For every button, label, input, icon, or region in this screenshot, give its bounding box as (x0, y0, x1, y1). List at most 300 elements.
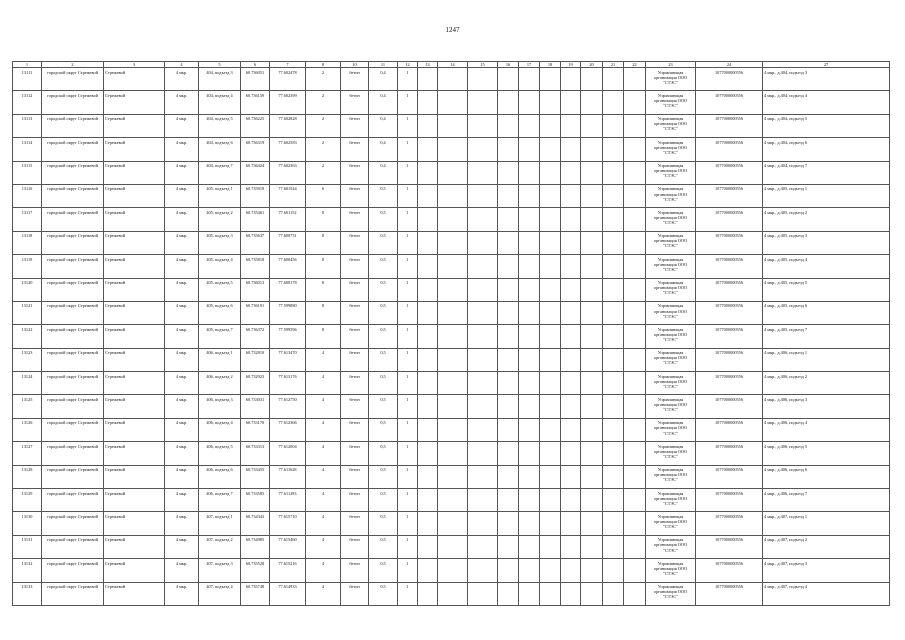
table-cell: бетон (341, 418, 369, 441)
table-cell (438, 278, 468, 301)
table-cell: 4 мкр., д.406, подъезд 5 (763, 442, 890, 465)
column-header: 6 (241, 62, 270, 68)
table-cell: 1077000000556 (696, 278, 763, 301)
table-cell: 0,5 (369, 301, 398, 324)
table-cell: бетон (341, 535, 369, 558)
table-cell: 13132 (13, 559, 42, 582)
table-cell (438, 465, 468, 488)
table-cell (561, 559, 581, 582)
table-cell: городской округ Стрежевой (42, 489, 104, 512)
table-cell: 406, подъезд 4 (199, 418, 241, 441)
table-cell: 1077000000556 (696, 489, 763, 512)
table-cell (624, 559, 646, 582)
table-cell: 0,5 (369, 489, 398, 512)
table-cell (418, 114, 438, 137)
table-cell: Стрежевой (104, 465, 165, 488)
table-cell (468, 418, 498, 441)
table-cell: 60.736191 (241, 301, 270, 324)
table-cell (540, 348, 561, 371)
table-cell (498, 535, 519, 558)
table-cell: 77.602583 (270, 138, 306, 161)
table-row (13, 582, 890, 605)
column-header: 8 (306, 62, 341, 68)
table-cell: бетон (341, 68, 369, 91)
table-cell: 13124 (13, 372, 42, 395)
column-header: 27 (763, 62, 890, 68)
table-cell: 1 (398, 161, 418, 184)
table-cell: Управляющая организация ООО "СТЭС" (646, 325, 696, 348)
table-cell (468, 278, 498, 301)
table-cell (561, 372, 581, 395)
table-cell (561, 348, 581, 371)
table-cell: 1 (398, 255, 418, 278)
table-cell: Стрежевой (104, 161, 165, 184)
table-cell: 4 мкр., д.404, подъезд 4 (763, 91, 890, 114)
table-cell: 77.602828 (270, 114, 306, 137)
table-cell (540, 278, 561, 301)
table-cell: 60.733585 (241, 489, 270, 512)
table-cell (468, 582, 498, 605)
table-cell: бетон (341, 255, 369, 278)
table-cell (418, 372, 438, 395)
table-cell: 13129 (13, 489, 42, 512)
table-cell (624, 114, 646, 137)
table-cell: 407, подъезд 4 (199, 582, 241, 605)
table-cell: 1 (398, 465, 418, 488)
table-cell: городской округ Стрежевой (42, 582, 104, 605)
table-cell: 13118 (13, 231, 42, 254)
table-row (13, 278, 890, 301)
table-cell: городской округ Стрежевой (42, 255, 104, 278)
table-cell: 1077000000556 (696, 161, 763, 184)
table-cell: 404, подъезд 6 (199, 138, 241, 161)
table-cell (603, 114, 624, 137)
table-cell (468, 91, 498, 114)
table-cell (498, 231, 519, 254)
table-cell: 4 мкр. (165, 114, 199, 137)
table-cell (498, 325, 519, 348)
table-cell: Стрежевой (104, 535, 165, 558)
table-cell: 0,5 (369, 184, 398, 207)
table-row (13, 208, 890, 231)
table-cell (561, 489, 581, 512)
table-cell: Управляющая организация ООО "СТЭС" (646, 68, 696, 91)
table-cell: 13127 (13, 442, 42, 465)
table-cell (438, 348, 468, 371)
table-cell (624, 231, 646, 254)
table-cell: 4 мкр. (165, 231, 199, 254)
table-cell (438, 372, 468, 395)
table-cell (418, 231, 438, 254)
column-header: 17 (519, 62, 540, 68)
table-cell (540, 372, 561, 395)
table-cell: 60.733031 (241, 395, 270, 418)
table-row (13, 465, 890, 488)
table-cell: Стрежевой (104, 325, 165, 348)
table-cell (603, 231, 624, 254)
table-cell: 13126 (13, 418, 42, 441)
table-cell (540, 535, 561, 558)
table-cell (561, 114, 581, 137)
table-cell (519, 138, 540, 161)
table-cell: 4 мкр., д.405, подъезд 1 (763, 184, 890, 207)
table-cell: 4 (306, 489, 341, 512)
table-cell: 404, подъезд 4 (199, 91, 241, 114)
table-cell: 4 (306, 512, 341, 535)
table-cell: 4 мкр. (165, 138, 199, 161)
table-cell (468, 512, 498, 535)
table-cell: бетон (341, 465, 369, 488)
table-cell: 1 (398, 395, 418, 418)
table-cell (519, 372, 540, 395)
table-cell (468, 442, 498, 465)
table-cell: 1 (398, 442, 418, 465)
table-cell: 4 мкр., д.406, подъезд 7 (763, 489, 890, 512)
table-cell: 1077000000556 (696, 582, 763, 605)
table-cell (540, 161, 561, 184)
table-cell: 77.615710 (270, 512, 306, 535)
table-cell: 4 мкр., д.406, подъезд 4 (763, 418, 890, 441)
table-cell: Стрежевой (104, 231, 165, 254)
table-cell: городской округ Стрежевой (42, 418, 104, 441)
table-cell: городской округ Стрежевой (42, 184, 104, 207)
column-header: 16 (498, 62, 519, 68)
table-cell: 4 мкр. (165, 68, 199, 91)
table-cell: 404, подъезд 7 (199, 161, 241, 184)
table-cell: 4 мкр., д.404, подъезд 5 (763, 114, 890, 137)
table-cell (561, 138, 581, 161)
table-cell (519, 68, 540, 91)
table-cell: 4 (306, 372, 341, 395)
table-cell: 77.601544 (270, 184, 306, 207)
table-cell: 1077000000556 (696, 348, 763, 371)
table-cell (418, 138, 438, 161)
table-row (13, 161, 890, 184)
table-cell: 4 мкр., д.406, подъезд 2 (763, 372, 890, 395)
table-row (13, 91, 890, 114)
table-cell (624, 418, 646, 441)
table-cell: 4 мкр., д.407, подъезд 1 (763, 512, 890, 535)
table-cell: 4 (306, 582, 341, 605)
table-cell: 1077000000556 (696, 138, 763, 161)
table-cell (438, 512, 468, 535)
table-cell (540, 465, 561, 488)
table-cell (581, 161, 603, 184)
table-cell: 0,5 (369, 465, 398, 488)
table-cell (603, 325, 624, 348)
column-header: 11 (369, 62, 398, 68)
table-cell: 0,5 (369, 278, 398, 301)
table-cell: 60.735637 (241, 231, 270, 254)
table-cell: 0,4 (369, 91, 398, 114)
table-cell (624, 91, 646, 114)
table-cell: Управляющая организация ООО "СТЭС" (646, 348, 696, 371)
table-cell (498, 301, 519, 324)
table-cell (498, 68, 519, 91)
table-cell: 60.736159 (241, 91, 270, 114)
table-cell: 77.612004 (270, 442, 306, 465)
table-cell (581, 91, 603, 114)
table-cell (468, 489, 498, 512)
table-cell: 4 мкр. (165, 255, 199, 278)
table-cell: 4 мкр., д.407, подъезд 3 (763, 559, 890, 582)
table-cell: 1077000000556 (696, 68, 763, 91)
table-cell: 1 (398, 535, 418, 558)
table-cell (540, 489, 561, 512)
table-cell (603, 559, 624, 582)
table-cell: 4 мкр., д.405, подъезд 4 (763, 255, 890, 278)
table-cell: 4 мкр. (165, 372, 199, 395)
table-cell: городской округ Стрежевой (42, 442, 104, 465)
table-cell: 13121 (13, 301, 42, 324)
table-cell: 2 (306, 68, 341, 91)
table-cell: 4 мкр. (165, 301, 199, 324)
table-cell (519, 91, 540, 114)
table-cell (438, 208, 468, 231)
table-cell: бетон (341, 114, 369, 137)
table-cell: 4 мкр. (165, 278, 199, 301)
table-cell: 1 (398, 138, 418, 161)
table-cell: Стрежевой (104, 348, 165, 371)
table-row (13, 418, 890, 441)
table-cell (519, 465, 540, 488)
table-cell (418, 184, 438, 207)
table-cell: 77.601152 (270, 208, 306, 231)
table-cell: 1077000000556 (696, 325, 763, 348)
table-cell: 4 мкр., д.405, подъезд 2 (763, 208, 890, 231)
table-cell (519, 442, 540, 465)
table-cell (498, 138, 519, 161)
column-header: 4 (165, 62, 199, 68)
table-cell (468, 208, 498, 231)
table-cell: 13114 (13, 138, 42, 161)
table-cell: Управляющая организация ООО "СТЭС" (646, 535, 696, 558)
table-cell: Стрежевой (104, 512, 165, 535)
table-cell: 0,5 (369, 582, 398, 605)
table-cell (540, 559, 561, 582)
table-cell: 60.736372 (241, 325, 270, 348)
table-cell (519, 489, 540, 512)
table-cell: Стрежевой (104, 68, 165, 91)
table-cell: 77.611628 (270, 465, 306, 488)
table-cell (624, 489, 646, 512)
table-cell (498, 372, 519, 395)
table-cell: Стрежевой (104, 489, 165, 512)
table-cell: 60.732923 (241, 372, 270, 395)
table-cell: 0,5 (369, 559, 398, 582)
table-cell (519, 512, 540, 535)
table-cell (581, 68, 603, 91)
table-cell: Управляющая организация ООО "СТЭС" (646, 255, 696, 278)
column-header: 7 (270, 62, 306, 68)
table-cell: 4 мкр., д.405, подъезд 3 (763, 231, 890, 254)
table-cell (624, 138, 646, 161)
table-cell (581, 231, 603, 254)
table-cell (581, 301, 603, 324)
table-cell: 1 (398, 559, 418, 582)
table-cell: бетон (341, 231, 369, 254)
table-cell: бетон (341, 91, 369, 114)
table-cell: бетон (341, 372, 369, 395)
table-cell: городской округ Стрежевой (42, 559, 104, 582)
column-header: 13 (418, 62, 438, 68)
table-cell (468, 184, 498, 207)
table-cell (498, 255, 519, 278)
table-cell: 60.734343 (241, 512, 270, 535)
table-cell (468, 161, 498, 184)
table-cell (561, 68, 581, 91)
table-cell: Управляющая организация ООО "СТЭС" (646, 395, 696, 418)
table-cell: Стрежевой (104, 301, 165, 324)
table-cell: бетон (341, 582, 369, 605)
table-cell: 77.613176 (270, 372, 306, 395)
table-cell: 77.615216 (270, 559, 306, 582)
table-cell: 1 (398, 348, 418, 371)
table-row (13, 114, 890, 137)
table-row (13, 184, 890, 207)
table-cell (561, 395, 581, 418)
table-cell (498, 489, 519, 512)
table-cell: Управляющая организация ООО "СТЭС" (646, 161, 696, 184)
table-cell (438, 255, 468, 278)
table-cell (519, 325, 540, 348)
table-cell (540, 582, 561, 605)
table-cell: 4 мкр., д.406, подъезд 3 (763, 395, 890, 418)
table-cell (581, 559, 603, 582)
table-cell: Управляющая организация ООО "СТЭС" (646, 582, 696, 605)
table-row (13, 442, 890, 465)
table-cell: бетон (341, 278, 369, 301)
table-cell: Управляющая организация ООО "СТЭС" (646, 301, 696, 324)
table-cell: 4 мкр. (165, 489, 199, 512)
table-cell: городской округ Стрежевой (42, 231, 104, 254)
table-cell: 8 (306, 278, 341, 301)
table-cell (603, 278, 624, 301)
table-row (13, 512, 890, 535)
table-cell (561, 535, 581, 558)
table-cell (418, 465, 438, 488)
table-cell: 407, подъезд 1 (199, 512, 241, 535)
table-cell: 4 мкр., д.406, подъезд 6 (763, 465, 890, 488)
table-cell: 1 (398, 91, 418, 114)
table-cell: 406, подъезд 6 (199, 465, 241, 488)
table-cell: 406, подъезд 7 (199, 489, 241, 512)
table-cell (581, 114, 603, 137)
table-cell: 77.602399 (270, 91, 306, 114)
table-cell (519, 559, 540, 582)
table-cell (418, 161, 438, 184)
table-cell (438, 418, 468, 441)
table-cell (540, 395, 561, 418)
table-cell: 60.735748 (241, 582, 270, 605)
table-cell (581, 465, 603, 488)
table-cell: 4 мкр., д.404, подъезд 6 (763, 138, 890, 161)
table-cell (561, 512, 581, 535)
table-cell (561, 301, 581, 324)
table-cell (540, 301, 561, 324)
table-cell (581, 512, 603, 535)
table-cell (624, 325, 646, 348)
table-cell: 4 мкр., д.406, подъезд 1 (763, 348, 890, 371)
table-cell (603, 512, 624, 535)
table-cell: 4 (306, 348, 341, 371)
table-cell (438, 442, 468, 465)
table-cell: бетон (341, 325, 369, 348)
table-cell: 60.735528 (241, 559, 270, 582)
table-cell: 4 мкр., д.407, подъезд 2 (763, 535, 890, 558)
table-cell: 13113 (13, 114, 42, 137)
table-cell (581, 582, 603, 605)
table-cell: 0,5 (369, 395, 398, 418)
table-cell: 1 (398, 68, 418, 91)
table-cell (624, 535, 646, 558)
table-cell: 0,5 (369, 231, 398, 254)
table-cell (498, 582, 519, 605)
table-cell: городской округ Стрежевой (42, 395, 104, 418)
table-cell: Управляющая организация ООО "СТЭС" (646, 184, 696, 207)
table-cell (603, 465, 624, 488)
table-cell: 4 мкр. (165, 161, 199, 184)
column-header: 19 (561, 62, 581, 68)
table-cell (498, 395, 519, 418)
table-cell: Управляющая организация ООО "СТЭС" (646, 278, 696, 301)
table-row (13, 325, 890, 348)
table-cell: 0,5 (369, 418, 398, 441)
table-cell (603, 489, 624, 512)
table-cell (581, 348, 603, 371)
table-cell: 8 (306, 255, 341, 278)
table-cell: бетон (341, 208, 369, 231)
table-cell (468, 231, 498, 254)
table-cell (418, 255, 438, 278)
table-cell (418, 68, 438, 91)
table-row (13, 301, 890, 324)
column-header: 24 (696, 62, 763, 68)
table-cell: 77.614933 (270, 582, 306, 605)
table-cell (418, 395, 438, 418)
table-cell: 4 мкр. (165, 325, 199, 348)
table-cell: 1077000000556 (696, 395, 763, 418)
table-cell: Стрежевой (104, 582, 165, 605)
table-cell (519, 535, 540, 558)
table-cell: 4 (306, 535, 341, 558)
table-cell (540, 91, 561, 114)
table-cell: 1 (398, 582, 418, 605)
table-cell: 77.599880 (270, 301, 306, 324)
table-cell: 4 мкр. (165, 184, 199, 207)
table-cell: 13120 (13, 278, 42, 301)
table-row (13, 559, 890, 582)
table-cell: Управляющая организация ООО "СТЭС" (646, 465, 696, 488)
table-cell: 1 (398, 372, 418, 395)
table-cell: 77.600178 (270, 278, 306, 301)
table-cell: 1 (398, 301, 418, 324)
table-cell: Управляющая организация ООО "СТЭС" (646, 559, 696, 582)
table-cell (519, 278, 540, 301)
table-cell: бетон (341, 489, 369, 512)
table-cell: бетон (341, 161, 369, 184)
table-cell: 1 (398, 231, 418, 254)
table-cell (581, 442, 603, 465)
table-cell (498, 559, 519, 582)
table-cell: Стрежевой (104, 442, 165, 465)
table-cell: 77.615460 (270, 535, 306, 558)
table-cell (581, 489, 603, 512)
table-cell: 0,4 (369, 114, 398, 137)
table-cell: 8 (306, 325, 341, 348)
table-cell: 4 мкр., д.405, подъезд 7 (763, 325, 890, 348)
table-cell: городской округ Стрежевой (42, 278, 104, 301)
